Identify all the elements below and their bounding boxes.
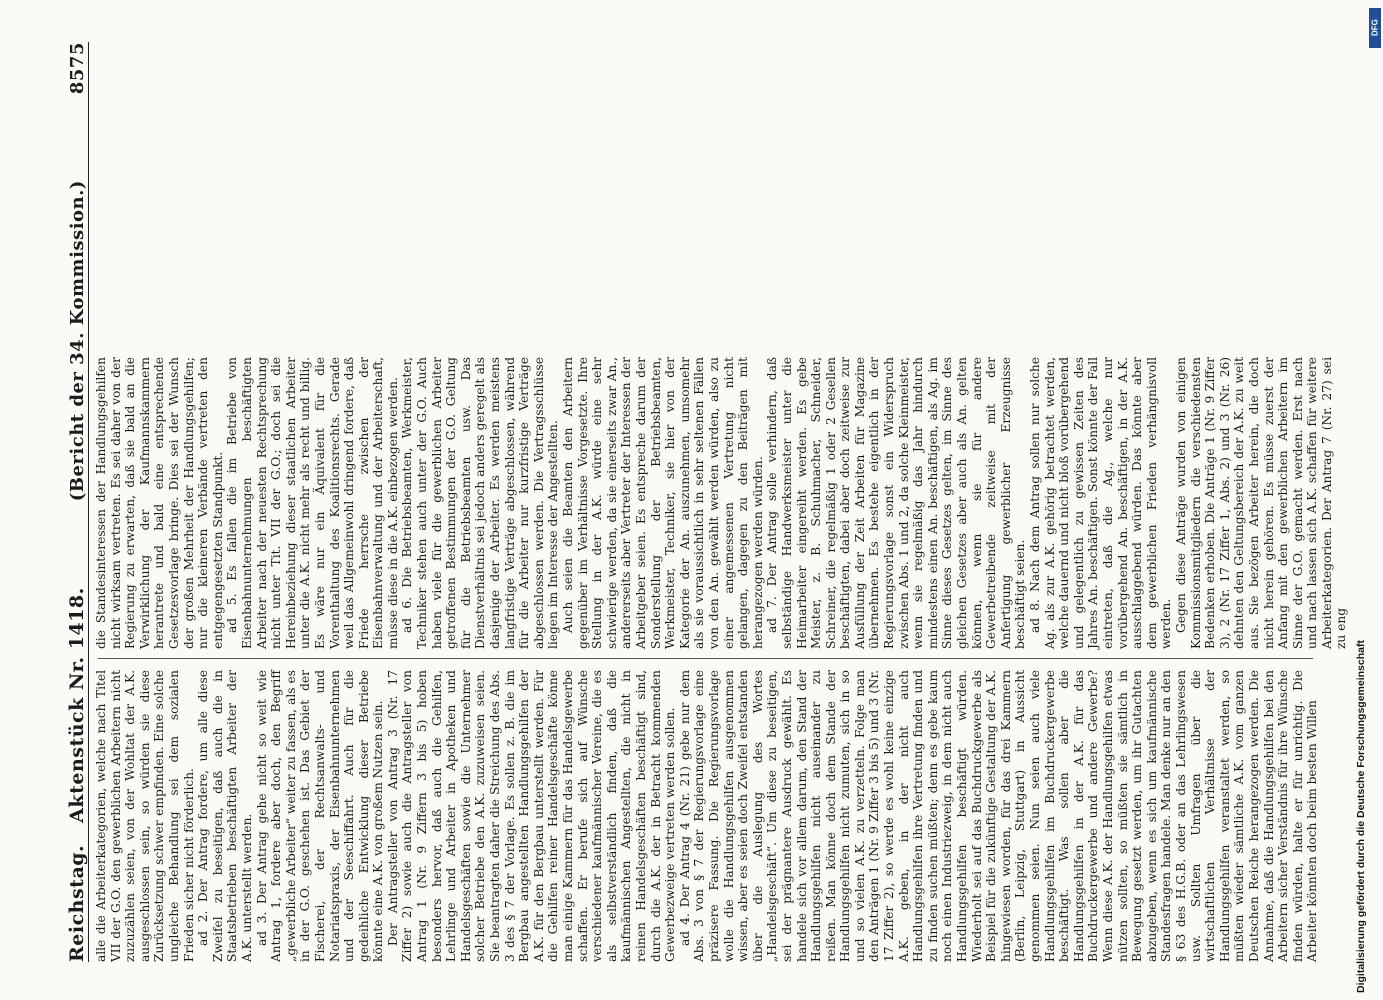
paragraph: ad 8. Nach dem Antrag sollen nur solche Ag. als zur A.K. gehörig betrachtet werden, welche dauernd und nicht bloß vorübergehend und gelegentlich zu gewissen Zeiten des Jahres An. beschäftigen. Sonst könnte der Fall eintreten, daß die Ag., welche nur vorübergehend An. beschäftigen, in der A.K. ausschlaggebend würden. Das könnte aber dem gewerblichen Frieden verhängnisvoll werden.	[1028, 357, 1174, 649]
page-header	[60, 42, 89, 962]
text-columns	[94, 42, 1349, 962]
header-commission: (Bericht der 34. Kommission.)	[67, 180, 88, 502]
column-rule	[98, 658, 1313, 659]
digitization-note-text: Digitalisierung gefördert durch die Deutsche Forschungsgemeinschaft	[1355, 640, 1367, 993]
paragraph: Der Antragsteller von Antrag 3 (Nr. 17 Ziffer 2) sowie auch die Antragsteller von Antrag 1 (Nr. 9 Ziffern 3 bis 5) hoben besonders hervor, daß auch die Gehilfen, Lehrlinge und Arbeiter in Apotheken und Handelsgeschäften sowie die Unternehmer solcher Betriebe den A.K. zuzuweisen seien. Sie beantragten daher die Streichung des Abs. 3 des § 7 der Vorlage. Es sollen z. B. die im Bergbau angestellten Handlungsgehilfen der A.K. für den Bergbau unterstellt werden. Für die Gehilfen reiner Handelsgeschäfte könne man einige Kammern für das Handelsgewerbe schaffen. Er berufe sich auf Wünsche verschiedener kaufmännischer Vereine, die es als selbstverständlich finden, daß die kaufmännischen Angestellten, die nicht in reinen Handelsgeschäften beschäftigt sind, durch die A.K. der in Betracht kommenden Gewerbezweige vertreten werden sollen.	[385, 670, 678, 962]
paragraph: Gegen diese Anträge wurden von einigen Kommissionsmitgliedern die verschiedensten Bedenken erhoben. Die Anträge 1 (Nr. 9 Ziffer 3), 2 (Nr. 17 Ziffer 1, Abs. 2) und 3 (Nr. 26) dehnten den Geltungsbereich der A.K. zu weit aus. Sie bezögen Arbeiter herein, die doch nicht herein gehören. Es müsse zuerst der Anfang mit den gewerblichen Arbeitern im Sinne der G.O. gemacht werden. Erst nach und nach lassen sich A.K. schaffen für weitere Arbeiterkategorien. Der Antrag 7 (Nr. 27) sei zu eng	[1173, 357, 1349, 649]
column-left	[94, 670, 1322, 962]
dfg-logo: DFG	[1369, 8, 1381, 48]
paragraph: die Standesinteressen der Handlungsgehilfen nicht wirksam vertreten. Es sei daher von der Regierung zu erwarten, daß sie bald an die Verwirklichung der Kaufmannskammern herantrete und bald eine entsprechende Gesetzesvorlage bringe. Dies sei der Wunsch der großen Mehrheit der Handlungsgehilfen; nur die kleineren Verbände vertreten den entgegengesetzten Standpunkt.	[94, 357, 225, 649]
paragraph: ad 6. Die Betriebsbeamten, Werkmeister, Techniker stehen auch unter der G.O. Auch haben viele für die gewerblichen Arbeiter getroffenen Bestimmungen der G.O. Geltung für die Betriebsbeamten usw. Das Dienstverhältnis sei jedoch anders geregelt als dasjenige der Arbeiter. Es werden meistens langfristige Verträge abgeschlossen, während für die Arbeiter nur kurzfristige Verträge abgeschlossen werden. Die Vertragsschlüsse liegen im Interesse der Angestellten.	[400, 357, 561, 649]
paragraph: ad 4. Der Antrag 4 (Nr. 21) gebe nur dem Abs. 3 von § 7 der Regierungsvorlage eine präzisere Fassung. Die Regierungsvorlage wolle die Handlungsgehilfen ausgenommen wissen, aber es seien doch Zweifel entstanden über die Auslegung des Wortes „Handelsgeschäft“. Um diese zu beseitigen, sei der prägnantere Ausdruck gewählt. Es handele sich vor allem darum, den Stand der Handlungsgehilfen nicht auseinander zu reißen. Man könne doch dem Stande der Handlungsgehilfen nicht zumuten, sich in so und so vielen A.K. zu verzetteln. Folge man den Anträgen 1 (Nr. 9 Ziffer 3 bis 5) und 3 (Nr. 17 Ziffer 2), so werde es wohl keine einzige A.K. geben, in der nicht auch Handlungsgehilfen ihre Vertretung finden und zu finden suchen müßten; denn es gebe kaum noch einen Industriezweig, in dem nicht auch Handlungsgehilfen beschäftigt würden. Wiederholt sei auf das Buchdruckgewerbe als Beispiel für die zukünftige Gestaltung der A.K. hingewiesen worden, für das drei Kammern (Berlin, Leipzig, Stuttgart) in Aussicht genommen seien. Nun seien auch viele Handlungsgehilfen im Buchdruckergewerbe beschäftigt. Was sollen aber die Handlungsgehilfen in der A.K. für das Buchdruckergewerbe und andere Gewerbe? Wenn diese A.K. der Handlungsgehilfen etwas nützen sollten, so müßten sie sämtlich in Bewegung gesetzt werden, um ihr Gutachten abzugeben, wenn es sich um kaufmännische Standesfragen handele. Man denke nur an den § 63 des H.G.B. oder an das Lehrlingswesen usw. Sollten Umfragen über die wirtschaftlichen Verhältnisse der Handlungsgehilfen veranstaltet werden, so müßten wieder sämtliche A.K. vom ganzen Deutschen Reiche herangezogen werden. Die Annahme, daß die Handlungsgehilfen bei den Arbeitern sicher Verständnis für ihre Wünsche finden würden, halte er für unrichtig. Die Arbeiter könnten doch beim besten Willen	[677, 670, 1320, 962]
page-number: 8575	[67, 42, 88, 95]
paragraph: ad 7. Der Antrag solle verhindern, daß selbständige Handwerksmeister unter die Heimarbeiter eingereiht werden. Es gebe Meister, z. B. Schuhmacher, Schneider, Schreiner, die regelmäßig 1 oder 2 Gesellen beschäftigten, dabei aber doch zeitweise zur Ausfüllung der Zeit Arbeiten für Magazine übernehmen. Es bestehe eigentlich in der Regierungsvorlage sonst ein Widerspruch zwischen Abs. 1 und 2, da solche Kleinmeister, wenn sie regelmäßig das Jahr hindurch mindestens einen An. beschäftigen, als Ag. im Sinne dieses Gesetzes gelten, im Sinne des gleichen Gesetzes aber auch als An. gelten können, wenn sie für andere Gewerbetreibende zeitweise mit der Anfertigung gewerblicher Erzeugnisse beschäftigt seien.	[765, 357, 1028, 649]
digitization-note	[1348, 8, 1374, 993]
header-reichstag: Reichstag.	[66, 844, 88, 962]
paragraph: ad 2. Der Antrag fordere, um alle diese Zweifel zu beseitigen, daß auch die in Staatsbetrieben beschäftigten Arbeiter der A.K. unterstellt werden.	[196, 670, 254, 962]
paragraph: ad 3. Der Antrag gehe nicht so weit wie Antrag 1, fordere aber doch, den Begriff „gewerbliche Arbeiter“ weiter zu fassen, als es in der G.O. geschehen ist. Das Gebiet der Fischerei, der Rechtsanwalts- und Notariatspraxis, der Eisenbahnunternehmen und der Seeschiffahrt. Auch für die gedeihliche Entwicklung dieser Betriebe könnte eine A.K. von großem Nutzen sein.	[254, 670, 386, 962]
rotated-document-page	[60, 42, 1349, 962]
paragraph: alle die Arbeiterkategorien, welche nach Titel VII der G.O. den gewerblichen Arbeitern nicht zuzuzählen seien, von der Wohltat der A.K. ausgeschlossen sein, so würden sie diese Zurücksetzung schwer empfinden. Eine solche ungleiche Behandlung sei dem sozialen Frieden sicher nicht förderlich.	[94, 670, 196, 962]
paragraph: Auch seien die Beamten den Arbeitern gegenüber im Verhältnisse Vorgesetzte. Ihre Stellung in der A.K. würde eine sehr schwierige werden, da sie einerseits zwar An., andererseits aber Vertreter der Interessen der Arbeitgeber seien. Es entspreche darum der Sonderstellung der Betriebsbeamten, Werkmeister, Techniker, sie hier von der Kategorie der An. auszunehmen, umsomehr als sie voraussichtlich in sehr seltenen Fällen von den An. gewählt werden würden, also zu einer angemessenen Vertretung nicht gelangen, dagegen zu den Beiträgen mit herangezogen werden würden.	[561, 357, 765, 649]
column-right	[94, 357, 1349, 649]
paragraph: ad 5. Es fallen die im Betriebe von Eisenbahnunternehmungen beschäftigten Arbeiter nach der neuesten Rechtsprechung nicht unter Tit. VII der G.O.; doch sei die Hereinbeziehung dieser staatlichen Arbeiter unter die A.K. nicht mehr als recht und billig. Es wäre nur ein Äquivalent für die Vorenthaltung des Koalitionsrechts. Gerade weil das Allgemeinwohl dringend fordere, daß Friede herrsche zwischen der Eisenbahnverwaltung und der Arbeiterschaft, müsse diese in die A.K. einbezogen werden.	[225, 357, 400, 649]
header-doc-ref: Aktenstück Nr. 1418.	[66, 587, 88, 823]
